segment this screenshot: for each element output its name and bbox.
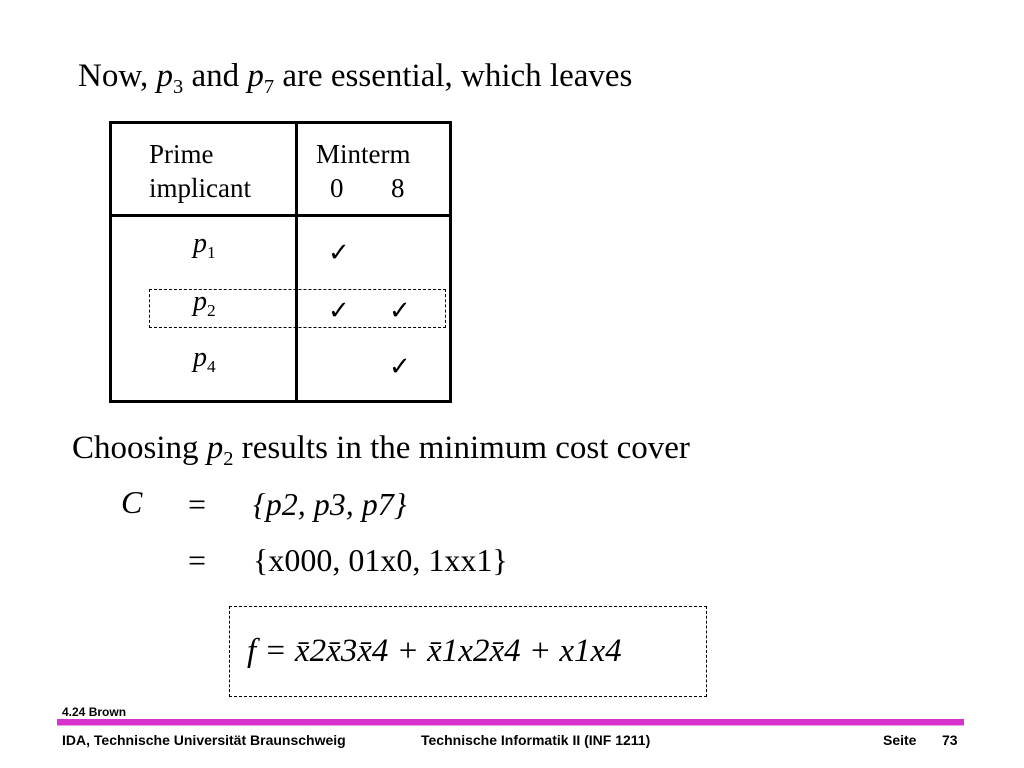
table-header-prime: Prime implicant: [149, 139, 251, 203]
equals-sign: =: [188, 542, 207, 578]
table-header-minterm: Minterm: [316, 139, 411, 169]
check-icon: ✓: [389, 352, 411, 382]
minterm-0-header: 0: [330, 173, 344, 203]
minterm-8-header: 8: [391, 173, 405, 203]
footer-page-number: 73: [942, 732, 958, 748]
table-row-p2-label: $p_2$: [193, 286, 216, 321]
source-label: 4.24 Brown: [62, 705, 127, 719]
cover-lhs: C: [121, 484, 143, 520]
intro-text: Now, $p_3$ and $p_7$ are essential, which leaves: [78, 58, 633, 99]
check-icon: ✓: [328, 238, 350, 268]
table-header-divider: [109, 214, 452, 217]
check-icon: ✓: [328, 296, 350, 326]
footer-institution: IDA, Technische Universität Braunschweig: [62, 732, 346, 748]
table-row-p1-label: $p_1$: [193, 228, 216, 263]
minimal-formula: f = x̄2x̄3x̄4 + x̄1x2x̄4 + x1x4: [247, 633, 622, 669]
choosing-text: Choosing $p_2$ results in the minimum cost cover: [72, 430, 690, 471]
footer-bar-shadow: [57, 725, 964, 726]
table-row-p4-label: $p_4$: [193, 342, 216, 377]
footer-page-label: Seite: [883, 732, 917, 748]
equals-sign: =: [188, 486, 207, 522]
cover-set-cubes: {x000, 01x0, 1xx1}: [253, 542, 508, 578]
table-column-divider: [295, 121, 298, 403]
check-icon: ✓: [389, 296, 411, 326]
cover-set-implicants: {p2, p3, p7}: [253, 486, 407, 522]
footer-course: Technische Informatik II (INF 1211): [421, 732, 651, 748]
